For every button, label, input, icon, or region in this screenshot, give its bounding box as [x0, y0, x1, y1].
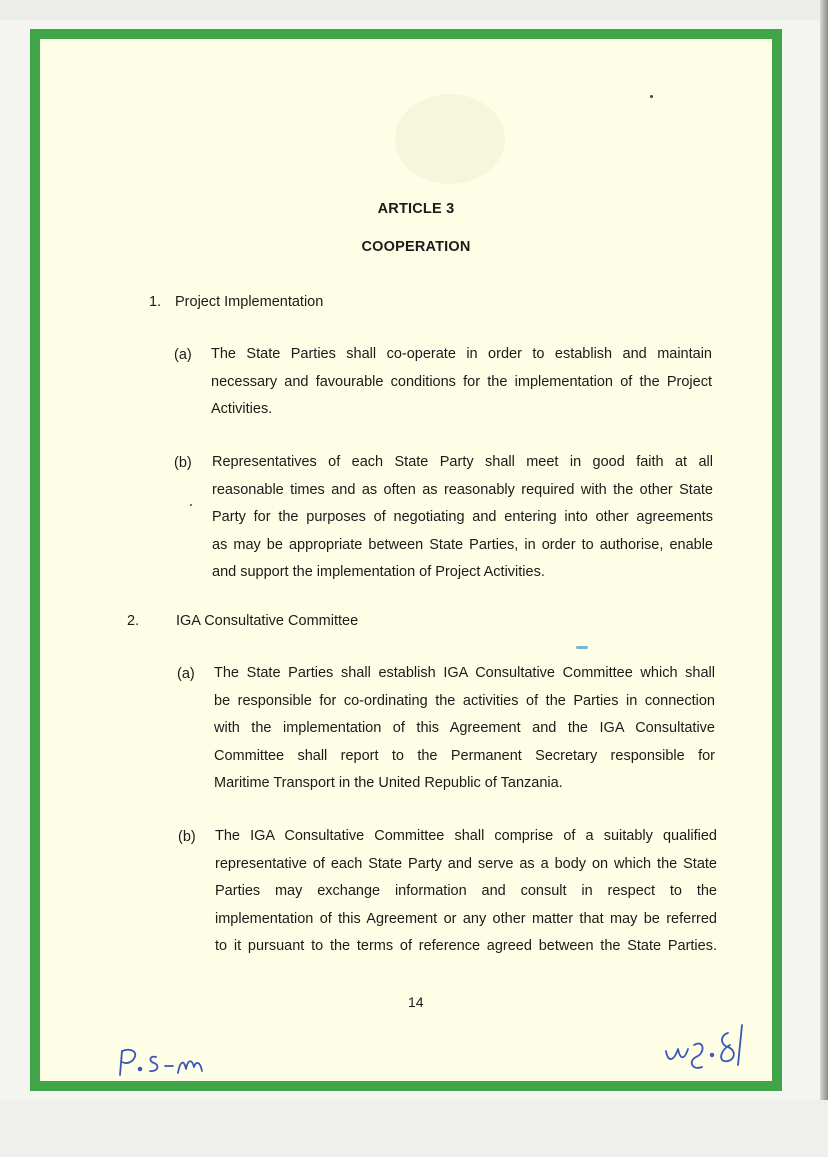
paragraph-line: Representatives of each State Party shall meet in good faith at all	[212, 454, 713, 470]
scan-bottom-margin	[0, 1100, 828, 1157]
paragraph-1a	[211, 341, 712, 424]
paragraph-2a	[214, 660, 715, 798]
document-page	[30, 29, 782, 1091]
scan-speck	[190, 504, 192, 506]
paragraph-line: Committee shall report to the Permanent Secretary responsible for	[214, 747, 715, 764]
section-number: 1.	[149, 294, 162, 310]
section-title: Project Implementation	[175, 294, 324, 310]
paragraph-2b	[215, 823, 717, 961]
article-heading: ARTICLE 3	[377, 201, 455, 217]
paragraph-line: Maritime Transport in the United Republic of Tanzania.	[214, 775, 563, 791]
paragraph-line: as may be appropriate between State Parties, in order to authorise, enable	[212, 536, 713, 553]
item-label: (a)	[174, 347, 192, 363]
item-label: (a)	[177, 666, 195, 682]
paragraph-line: Parties may exchange information and consult in respect to the	[215, 883, 717, 899]
paragraph-line: and support the implementation of Project Activities.	[212, 564, 545, 580]
paper-area	[40, 39, 772, 1081]
scan-speck	[650, 95, 653, 98]
item-label: (b)	[174, 455, 192, 471]
handwritten-initials-right	[658, 1015, 758, 1075]
paragraph-line: implementation of this Agreement or any other matter that may be referred	[215, 910, 717, 927]
section-title: IGA Consultative Committee	[176, 613, 359, 629]
paragraph-line: necessary and favourable conditions for the implementation of the Project	[211, 373, 712, 390]
section-number: 2.	[127, 613, 140, 629]
scan-top-margin	[0, 0, 828, 20]
paragraph-line: with the implementation of this Agreement and the IGA Consultative	[214, 720, 715, 736]
page-number: 14	[408, 994, 424, 1010]
paragraph-line: The State Parties shall co-operate in order to establish and maintain	[211, 346, 712, 362]
paragraph-line: Party for the purposes of negotiating and entering into other agreements	[212, 509, 713, 525]
paragraph-line: reasonable times and as often as reasonably required with the other State	[212, 481, 713, 498]
pen-mark	[576, 646, 588, 649]
scan-right-edge	[820, 0, 828, 1157]
paragraph-line: Activities.	[211, 401, 273, 417]
paragraph-1b	[212, 449, 713, 587]
item-label: (b)	[178, 829, 196, 845]
paragraph-line: representative of each State Party and serve as a body on which the State	[215, 855, 717, 872]
watermark-emblem	[370, 79, 530, 199]
paragraph-line: The IGA Consultative Committee shall comprise of a suitably qualified	[215, 828, 717, 844]
paragraph-line: be responsible for co-ordinating the activities of the Parties in connection	[214, 692, 715, 709]
paragraph-line: to it pursuant to the terms of reference agreed between the State Parties.	[215, 938, 717, 954]
paragraph-line: The State Parties shall establish IGA Consultative Committee which shall	[214, 665, 715, 681]
handwritten-initials-left	[110, 1041, 220, 1081]
article-title: COOPERATION	[361, 239, 471, 255]
